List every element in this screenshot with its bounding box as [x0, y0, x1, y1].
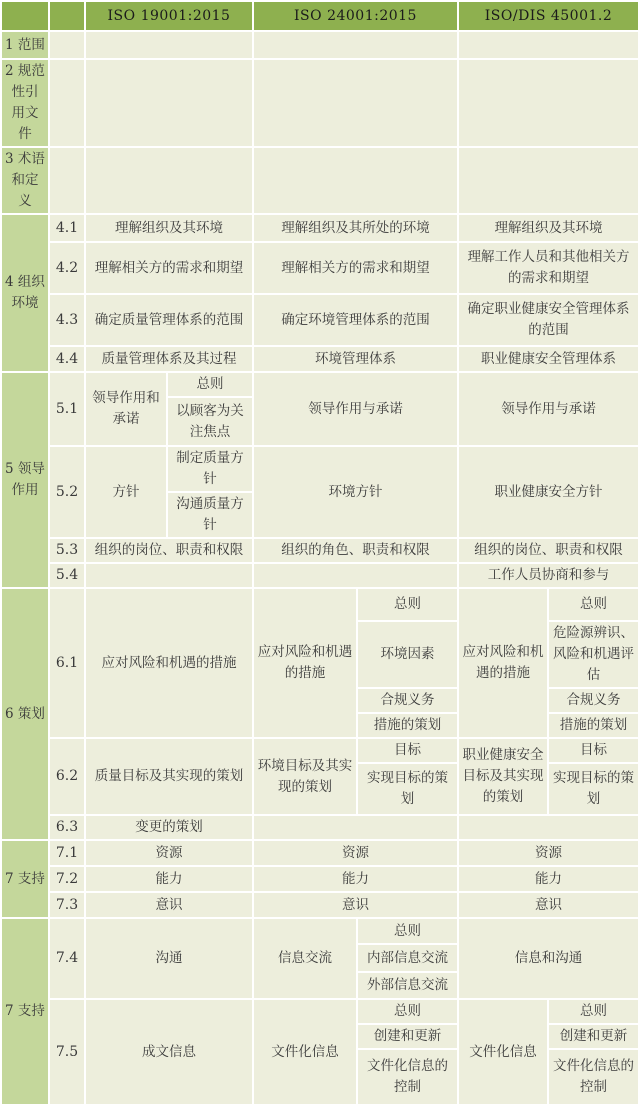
content-cell: [459, 148, 638, 213]
table-row: [2, 739, 638, 762]
content-cell: 总则: [358, 589, 457, 620]
content-cell: [86, 60, 252, 146]
content-cell: 资源: [86, 841, 252, 865]
content-cell: 文件化信息的控制: [358, 1050, 457, 1104]
table-row: [2, 539, 638, 562]
content-cell: [254, 60, 457, 146]
content-cell: 内部信息交流: [358, 945, 457, 971]
clause-number-cell: 4.1: [50, 215, 84, 241]
content-cell: 总则: [358, 1000, 457, 1023]
content-cell: 理解组织及其所处的环境: [254, 215, 457, 241]
content-cell: 确定职业健康安全管理体系的范围: [459, 295, 638, 345]
content-cell: 措施的策划: [549, 714, 638, 737]
content-cell: 理解相关方的需求和期望: [254, 243, 457, 293]
content-cell: 文件化信息: [459, 1000, 547, 1104]
clause-number-cell: 5.2: [50, 447, 84, 537]
content-cell: [86, 148, 252, 213]
content-cell: 实现目标的策划: [358, 764, 457, 814]
content-cell: 意识: [459, 893, 638, 917]
table-row: [2, 893, 638, 917]
content-cell: 总则: [168, 373, 252, 396]
content-cell: 沟通质量方针: [168, 493, 252, 537]
header-cell: [50, 2, 84, 30]
content-cell: 资源: [459, 841, 638, 865]
clause-number-cell: [50, 32, 84, 58]
section-label-cell: 5 领导作用: [2, 373, 48, 587]
content-cell: 工作人员协商和参与: [459, 564, 638, 587]
content-cell: 组织的角色、职责和权限: [254, 539, 457, 562]
content-cell: [459, 32, 638, 58]
clause-number-cell: 7.4: [50, 919, 84, 998]
table-row: [2, 373, 638, 396]
section-label-cell: 6 策划: [2, 589, 48, 839]
content-cell: 合规义务: [358, 689, 457, 712]
content-cell: [459, 60, 638, 146]
content-cell: 目标: [549, 739, 638, 762]
table-row: [2, 2, 638, 30]
header-cell: ISO/DIS 45001.2: [459, 2, 638, 30]
table-row: [2, 564, 638, 587]
clause-number-cell: 5.3: [50, 539, 84, 562]
clause-number-cell: 7.2: [50, 867, 84, 891]
content-cell: 创建和更新: [549, 1025, 638, 1048]
content-cell: 总则: [549, 589, 638, 620]
section-label-cell: 3 术语和定义: [2, 148, 48, 213]
content-cell: 能力: [86, 867, 252, 891]
content-cell: 质量管理体系及其过程: [86, 347, 252, 371]
clause-number-cell: 7.5: [50, 1000, 84, 1104]
content-cell: 理解组织及其环境: [86, 215, 252, 241]
content-cell: 目标: [358, 739, 457, 762]
content-cell: 文件化信息: [254, 1000, 356, 1104]
content-cell: 组织的岗位、职责和权限: [86, 539, 252, 562]
section-label-cell: 7 支持: [2, 919, 48, 1104]
content-cell: 环境管理体系: [254, 347, 457, 371]
content-cell: 理解相关方的需求和期望: [86, 243, 252, 293]
section-label-cell: 1 范围: [2, 32, 48, 58]
clause-number-cell: 4.4: [50, 347, 84, 371]
clause-number-cell: 5.1: [50, 373, 84, 445]
clause-number-cell: 6.2: [50, 739, 84, 814]
table-row: [2, 867, 638, 891]
clause-number-cell: 4.3: [50, 295, 84, 345]
content-cell: 职业健康安全目标及其实现的策划: [459, 739, 547, 814]
clause-number-cell: [50, 60, 84, 146]
section-label-cell: 2 规范性引用文件: [2, 60, 48, 146]
table-row: [2, 148, 638, 213]
content-cell: 合规义务: [549, 689, 638, 712]
content-cell: 意识: [254, 893, 457, 917]
clause-number-cell: 5.4: [50, 564, 84, 587]
content-cell: 环境方针: [254, 447, 457, 537]
content-cell: [254, 32, 457, 58]
table-row: [2, 919, 638, 943]
section-label-cell: 7 支持: [2, 841, 48, 917]
content-cell: 资源: [254, 841, 457, 865]
content-cell: 总则: [358, 919, 457, 943]
table-row: [2, 347, 638, 371]
table-row: [2, 1000, 638, 1023]
content-cell: [86, 32, 252, 58]
content-cell: 信息和沟通: [459, 919, 638, 998]
content-cell: 外部信息交流: [358, 973, 457, 998]
clause-number-cell: 7.3: [50, 893, 84, 917]
table-row: [2, 816, 638, 839]
table-row: [2, 589, 638, 620]
table-row: [2, 841, 638, 865]
content-cell: 能力: [459, 867, 638, 891]
clause-number-cell: 7.1: [50, 841, 84, 865]
header-cell: [2, 2, 48, 30]
clause-number-cell: 4.2: [50, 243, 84, 293]
content-cell: 应对风险和机遇的措施: [86, 589, 252, 737]
clause-number-cell: 6.1: [50, 589, 84, 737]
table-row: [2, 295, 638, 345]
clause-number-cell: [50, 148, 84, 213]
content-cell: 信息交流: [254, 919, 356, 998]
content-cell: 总则: [549, 1000, 638, 1023]
table-row: [2, 32, 638, 58]
content-cell: 意识: [86, 893, 252, 917]
table-body: [2, 2, 638, 1104]
content-cell: 以顾客为关注焦点: [168, 398, 252, 445]
content-cell: [254, 564, 457, 587]
table-row: [2, 243, 638, 293]
content-cell: 环境因素: [358, 622, 457, 687]
content-cell: 创建和更新: [358, 1025, 457, 1048]
content-cell: 应对风险和机遇的措施: [459, 589, 547, 737]
table-row: [2, 215, 638, 241]
content-cell: 制定质量方针: [168, 447, 252, 491]
content-cell: 质量目标及其实现的策划: [86, 739, 252, 814]
content-cell: 环境目标及其实现的策划: [254, 739, 356, 814]
content-cell: 组织的岗位、职责和权限: [459, 539, 638, 562]
content-cell: [86, 564, 252, 587]
content-cell: 变更的策划: [86, 816, 252, 839]
content-cell: 应对风险和机遇的措施: [254, 589, 356, 737]
content-cell: 沟通: [86, 919, 252, 998]
content-cell: 理解组织及其环境: [459, 215, 638, 241]
content-cell: 确定质量管理体系的范围: [86, 295, 252, 345]
content-cell: 方针: [86, 447, 166, 537]
header-cell: ISO 19001:2015: [86, 2, 252, 30]
table-row: [2, 447, 638, 491]
header-cell: ISO 24001:2015: [254, 2, 457, 30]
clause-number-cell: 6.3: [50, 816, 84, 839]
content-cell: 领导作用与承诺: [254, 373, 457, 445]
content-cell: 文件化信息的控制: [549, 1050, 638, 1104]
table-row: [2, 60, 638, 146]
content-cell: 成文信息: [86, 1000, 252, 1104]
content-cell: 理解工作人员和其他相关方的需求和期望: [459, 243, 638, 293]
content-cell: [254, 816, 457, 839]
content-cell: 实现目标的策划: [549, 764, 638, 814]
content-cell: 职业健康安全方针: [459, 447, 638, 537]
content-cell: 领导作用与承诺: [459, 373, 638, 445]
content-cell: [459, 816, 638, 839]
content-cell: 危险源辨识、风险和机遇评估: [549, 622, 638, 687]
content-cell: 确定环境管理体系的范围: [254, 295, 457, 345]
content-cell: 领导作用和承诺: [86, 373, 166, 445]
section-label-cell: 4 组织环境: [2, 215, 48, 371]
content-cell: 措施的策划: [358, 714, 457, 737]
content-cell: [254, 148, 457, 213]
content-cell: 能力: [254, 867, 457, 891]
content-cell: 职业健康安全管理体系: [459, 347, 638, 371]
